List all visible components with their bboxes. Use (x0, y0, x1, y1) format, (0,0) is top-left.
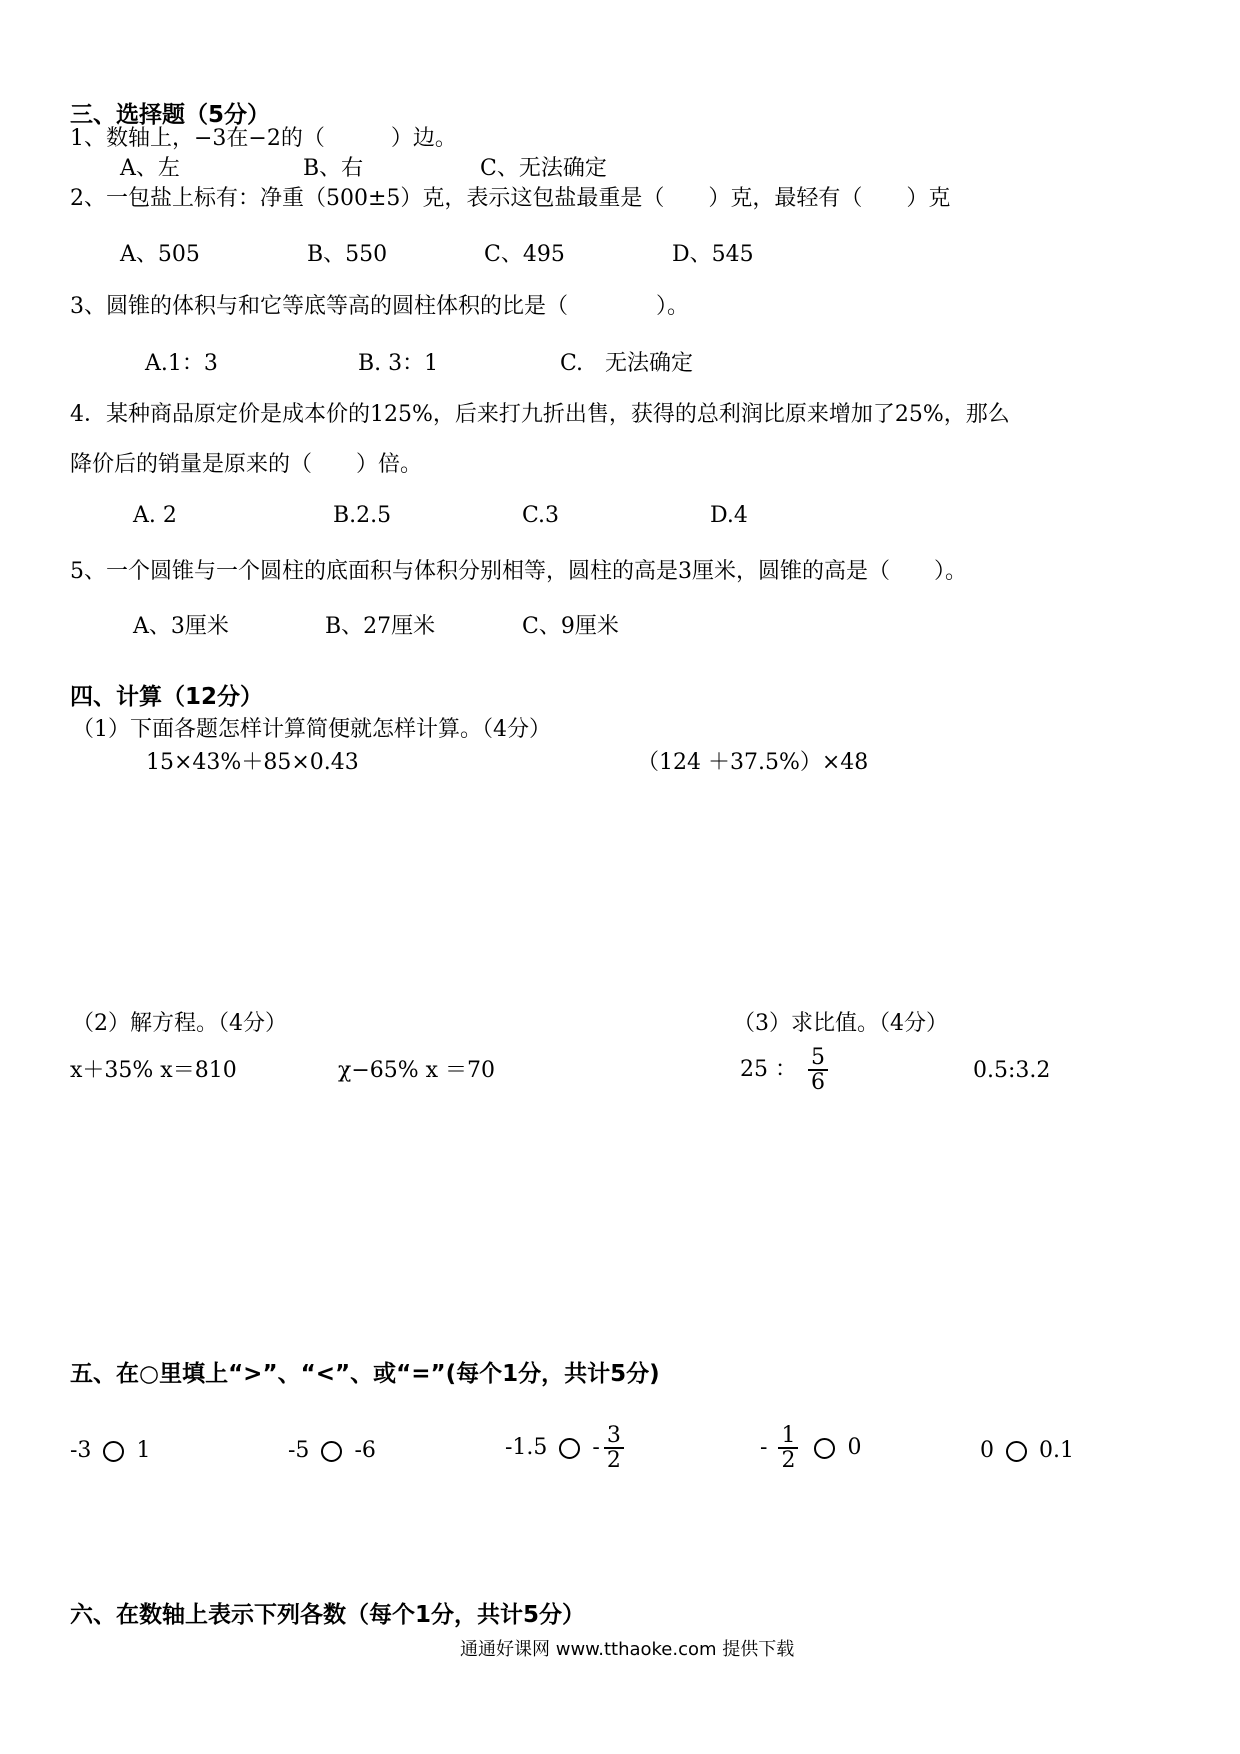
fraction-numerator: 5 (811, 1045, 825, 1070)
question-4-option-a: A. 2 (133, 503, 177, 528)
compare-item-3 (505, 1424, 628, 1472)
compare-item-5-left: 0 (980, 1438, 994, 1463)
question-1-option-c: C、无法确定 (480, 156, 607, 181)
question-2-text: 2、一包盐上标有：净重（500±5）克，表示这包盐最重是（ ）克，最轻有（ ）克 (70, 186, 951, 211)
question-1-text: 1、数轴上，−3在−2的（ ）边。 (70, 126, 457, 151)
calc-part1-label: （1）下面各题怎样计算简便就怎样计算。（4分） (72, 717, 551, 742)
question-2-option-b: B、550 (307, 242, 388, 267)
compare-item-3-right-sign: - (592, 1435, 600, 1461)
question-3-text: 3、圆锥的体积与和它等底等高的圆柱体积的比是（ ）。 (70, 294, 689, 319)
calc-part3-expr1-prefix: 25 ： (740, 1057, 797, 1083)
fraction-denominator: 6 (808, 1069, 828, 1094)
compare-item-1 (70, 1440, 150, 1462)
question-4-option-b: B.2.5 (333, 503, 392, 528)
fraction-denominator: 2 (778, 1447, 798, 1472)
section3-title: 三、选择题（5分） (70, 102, 271, 128)
footer-text: 通通好课网 www.tthaoke.com 提供下载 (460, 1639, 795, 1660)
calc-part2-label: （2）解方程。（4分） (72, 1011, 287, 1036)
question-1-option-b: B、右 (303, 156, 364, 181)
compare-item-3-left: -1.5 (505, 1435, 548, 1461)
calc-part2-expr2: χ−65% x ＝70 (338, 1058, 496, 1083)
compare-item-4-fraction (778, 1424, 798, 1472)
calc-part3-fraction (808, 1046, 828, 1094)
question-2-option-a: A、505 (120, 242, 200, 267)
question-4-option-d: D.4 (710, 503, 748, 528)
compare-item-4-left-sign: - (760, 1435, 768, 1461)
compare-circle-5[interactable] (1006, 1441, 1027, 1462)
compare-item-2-left: -5 (288, 1438, 310, 1463)
section4-title: 四、计算（12分） (70, 684, 264, 710)
question-2-option-c: C、495 (484, 242, 565, 267)
compare-item-1-right: 1 (136, 1438, 151, 1463)
section6-title: 六、在数轴上表示下列各数（每个1分，共计5分） (70, 1602, 586, 1628)
fraction-numerator: 1 (781, 1423, 796, 1448)
calc-part1-expr1: 15×43%＋85×0.43 (146, 750, 359, 775)
calc-part1-expr2: （124 ＋37.5%）×48 (637, 750, 869, 775)
question-3-option-a: A.1：3 (145, 351, 218, 376)
compare-item-2-right: -6 (354, 1438, 376, 1463)
calc-part3-label: （3）求比值。（4分） (733, 1011, 948, 1036)
compare-item-3-fraction (604, 1424, 624, 1472)
calc-part3-expr2: 0.5:3.2 (973, 1058, 1051, 1083)
fraction-numerator: 3 (606, 1423, 621, 1448)
question-2-option-d: D、545 (672, 242, 754, 267)
compare-item-5-right: 0.1 (1039, 1438, 1074, 1463)
compare-circle-3[interactable] (559, 1438, 580, 1459)
question-4-option-c: C.3 (522, 503, 560, 528)
question-5-option-c: C、9厘米 (522, 614, 619, 639)
question-4-text-line2: 降价后的销量是原来的（ ）倍。 (70, 452, 423, 477)
compare-circle-2[interactable] (321, 1441, 342, 1462)
compare-item-1-left: -3 (70, 1438, 92, 1463)
compare-item-4-right: 0 (847, 1435, 862, 1461)
calc-part2-expr1: x＋35% x＝810 (70, 1058, 237, 1083)
compare-item-4 (760, 1424, 861, 1472)
question-3-option-b: B. 3：1 (358, 351, 439, 376)
question-4-text-line1: 4．某种商品原定价是成本价的125%，后来打九折出售，获得的总利润比原来增加了25%，那么 (70, 402, 1010, 427)
question-3-option-c: C. 无法确定 (560, 351, 694, 376)
question-5-option-a: A、3厘米 (133, 614, 229, 639)
calc-part3-expr1 (740, 1046, 832, 1094)
question-1-option-a: A、左 (120, 156, 180, 181)
compare-item-5 (980, 1440, 1074, 1462)
question-5-option-b: B、27厘米 (325, 614, 436, 639)
compare-circle-1[interactable] (103, 1441, 124, 1462)
section5-title: 五、在○里填上“>”、“<”、或“=”(每个1分，共计5分) (70, 1361, 660, 1387)
compare-circle-4[interactable] (814, 1438, 835, 1459)
fraction-denominator: 2 (604, 1447, 624, 1472)
compare-item-2 (288, 1440, 376, 1462)
question-5-text: 5、一个圆锥与一个圆柱的底面积与体积分别相等，圆柱的高是3厘米，圆锥的高是（ ）。 (70, 559, 967, 584)
